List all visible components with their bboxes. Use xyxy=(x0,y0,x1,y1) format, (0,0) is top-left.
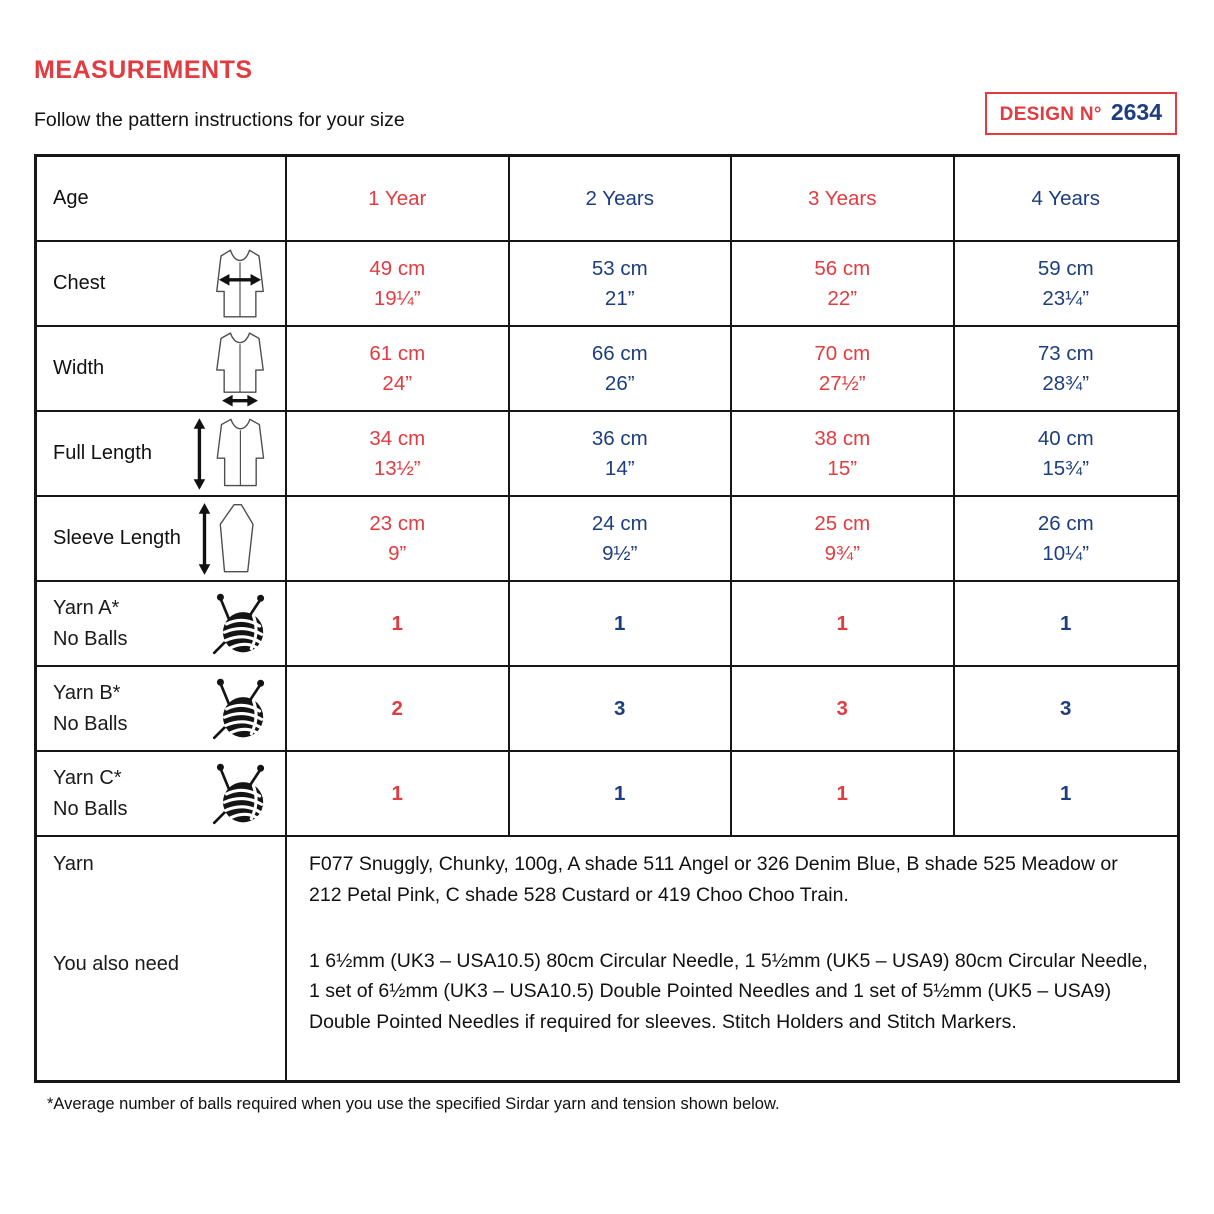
yarn-c-balls-4: 1 xyxy=(1060,781,1072,805)
table-row-full-length xyxy=(37,412,1177,497)
yarn-ball-needles-icon xyxy=(207,590,273,658)
yarn-b-label-cell xyxy=(37,667,287,750)
yarn-info-text: F077 Snuggly, Chunky, 100g, A shade 511 Angel or 326 Denim Blue, B shade 525 Meadow or 212 Petal Pink, C shade 528 Custard or 419 Choo Choo Train. xyxy=(309,853,1118,906)
yarn-a-balls-3: 1 xyxy=(732,582,955,665)
yarn-b-label: Yarn B* No Balls xyxy=(53,681,128,735)
table-row-width xyxy=(37,327,1177,412)
design-label: DESIGN N° xyxy=(999,104,1102,125)
sleeve-length-value-4: 26 cm 10¼” xyxy=(1037,511,1094,565)
age-label: Age xyxy=(53,187,89,209)
yarn-a-balls-4: 1 xyxy=(1060,611,1072,635)
garment-chest-width-arrow-icon xyxy=(207,247,273,321)
full-length-label: Full Length xyxy=(53,442,152,464)
chest-value-1: 49 cm 19¼” xyxy=(287,242,510,325)
chest-value-4: 59 cm 23¼” xyxy=(1037,256,1094,310)
age-label-cell xyxy=(37,157,287,240)
width-label: Width xyxy=(53,357,105,379)
width-value-3: 70 cm 27½” xyxy=(732,327,955,410)
yarn-c-balls-2: 1 xyxy=(510,752,733,835)
yarn-info-label: Yarn xyxy=(37,837,287,939)
sleeve-length-label-cell xyxy=(37,497,287,580)
pattern-page xyxy=(0,56,1214,1114)
sleeve-length-arrow-icon xyxy=(195,501,273,577)
yarn-b-balls-4: 3 xyxy=(1060,696,1072,720)
table-row-age xyxy=(37,157,1177,242)
table-row-yarn-info xyxy=(37,837,1177,1080)
chest-label: Chest xyxy=(53,272,106,294)
full-length-value-3: 38 cm 15” xyxy=(732,412,955,495)
you-also-need-text: 1 6½mm (UK3 – USA10.5) 80cm Circular Needle, 1 5½mm (UK5 – USA9) 80cm Circular Needle, 1 set of 6½mm (UK3 – USA10.5) Double Pointed Needles and 1 set of 5½mm (UK5 – USA9) Double Pointed Needles if required for sleeves. Stitch Holders and Stitch Markers. xyxy=(309,949,1148,1034)
table-row-sleeve-length xyxy=(37,497,1177,582)
footnote: *Average number of balls required when you use the specified Sirdar yarn and tension shown below. xyxy=(47,1095,780,1113)
full-length-value-4: 40 cm 15¾” xyxy=(1037,426,1094,480)
full-length-label-cell xyxy=(37,412,287,495)
yarn-c-label-cell xyxy=(37,752,287,835)
garment-length-arrow-icon xyxy=(191,416,273,492)
design-number: 2634 xyxy=(1110,99,1162,125)
yarn-c-balls-1: 1 xyxy=(287,752,510,835)
yarn-b-balls-3: 3 xyxy=(732,667,955,750)
yarn-c-balls-3: 1 xyxy=(732,752,955,835)
table-row-yarn-a xyxy=(37,582,1177,667)
yarn-c-label: Yarn C* No Balls xyxy=(53,766,128,820)
sleeve-length-value-3: 25 cm 9¾” xyxy=(732,497,955,580)
sleeve-length-label: Sleeve Length xyxy=(53,527,181,549)
sleeve-length-value-2: 24 cm 9½” xyxy=(510,497,733,580)
you-also-need-label: You also need xyxy=(37,939,287,1080)
garment-width-arrow-icon xyxy=(207,331,273,407)
width-value-1: 61 cm 24” xyxy=(287,327,510,410)
width-value-4: 73 cm 28¾” xyxy=(1037,341,1094,395)
table-row-yarn-b xyxy=(37,667,1177,752)
sleeve-length-value-1: 23 cm 9” xyxy=(287,497,510,580)
width-value-2: 66 cm 26” xyxy=(510,327,733,410)
chest-value-3: 56 cm 22” xyxy=(732,242,955,325)
full-length-value-1: 34 cm 13½” xyxy=(287,412,510,495)
chest-value-2: 53 cm 21” xyxy=(510,242,733,325)
table-row-yarn-c xyxy=(37,752,1177,837)
yarn-a-balls-2: 1 xyxy=(510,582,733,665)
yarn-b-balls-2: 3 xyxy=(510,667,733,750)
width-label-cell xyxy=(37,327,287,410)
age-2-years: 2 Years xyxy=(510,157,733,240)
yarn-a-label-cell xyxy=(37,582,287,665)
page-title: MEASUREMENTS xyxy=(34,56,253,84)
chest-label-cell xyxy=(37,242,287,325)
yarn-a-balls-1: 1 xyxy=(287,582,510,665)
table-row-chest xyxy=(37,242,1177,327)
age-1-year: 1 Year xyxy=(287,157,510,240)
page-subtitle: Follow the pattern instructions for your size xyxy=(34,109,405,131)
age-3-years: 3 Years xyxy=(732,157,955,240)
yarn-ball-needles-icon xyxy=(207,675,273,743)
yarn-b-balls-1: 2 xyxy=(287,667,510,750)
age-4-years: 4 Years xyxy=(1031,186,1100,210)
yarn-ball-needles-icon xyxy=(207,760,273,828)
yarn-a-label: Yarn A* No Balls xyxy=(53,596,128,650)
measurements-table xyxy=(34,154,1180,1083)
full-length-value-2: 36 cm 14” xyxy=(510,412,733,495)
design-number-box xyxy=(985,92,1177,135)
